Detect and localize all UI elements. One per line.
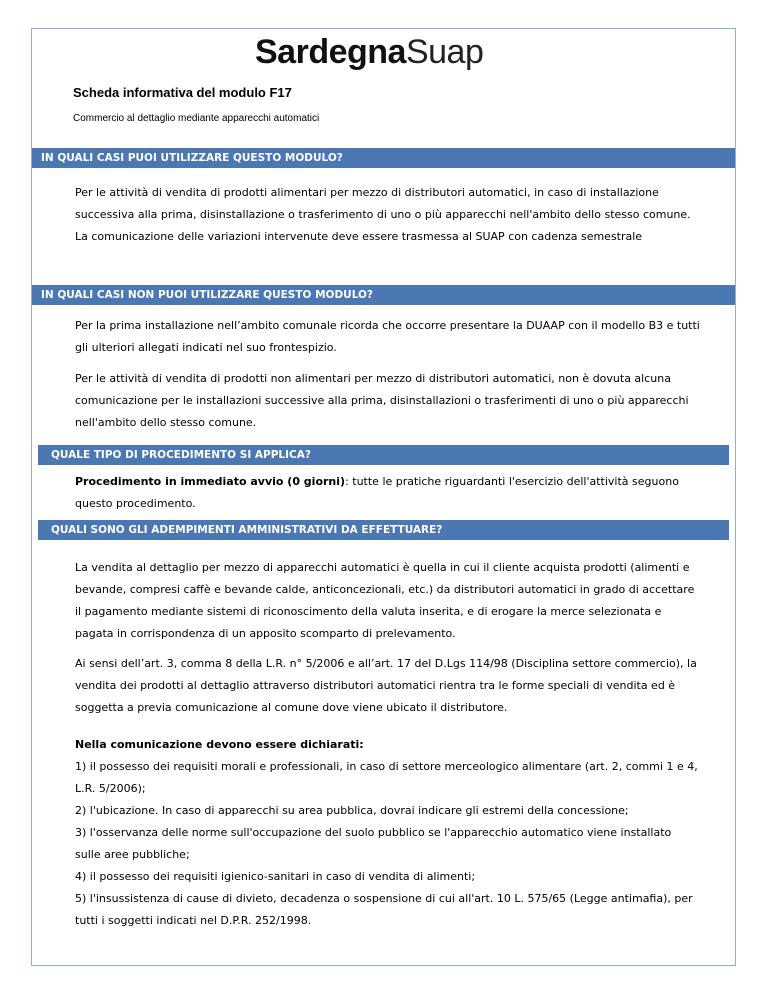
section-procedure-text <box>75 471 700 515</box>
sardegna-suap-logo <box>255 33 483 72</box>
document-page <box>31 28 736 966</box>
declarations-list-heading: Nella comunicazione devono essere dichiarati: <box>75 738 364 751</box>
list-item: 5) l'insussistenza di cause di divieto, decadenza o sospensione di cui all'art. 10 L. 575/65 (Legge antimafia), per tutti i soggetti indicati nel D.P.R. 252/1998. <box>75 892 693 927</box>
section-obligations-text-2: Ai sensi dell’art. 3, comma 8 della L.R. n° 5/2006 e all’art. 17 del D.Lgs 114/98 (Disciplina settore commercio), la vendita dei prodotti al dettaglio attraverso distributori automatici rientra tra le forme speciali di vendita ed è soggetta a previa comunicazione al comune dove viene ubicato il distributore. <box>75 657 697 714</box>
document-subtitle: Commercio al dettaglio mediante apparecchi automatici <box>73 113 320 124</box>
procedure-name: Procedimento in immediato avvio (0 giorni) <box>75 475 346 488</box>
section-when-not-use-text-2: Per le attività di vendita di prodotti non alimentari per mezzo di distributori automatici, non è dovuta alcuna comunicazione per le installazioni successive alla prima, disinstallazioni o trasferimenti di uno o più apparecchi nell'ambito dello stesso comune. <box>75 372 689 429</box>
section-heading-procedure: QUALE TIPO DI PROCEDIMENTO SI APPLICA? <box>38 445 729 465</box>
list-item: 2) l'ubicazione. In caso di apparecchi su area pubblica, dovrai indicare gli estremi della concessione; <box>75 804 629 817</box>
list-item: 3) l'osservanza delle norme sull'occupazione del suolo pubblico se l'apparecchio automatico viene installato sulle aree pubbliche; <box>75 826 672 861</box>
section-heading-obligations: QUALI SONO GLI ADEMPIMENTI AMMINISTRATIVI DA EFFETTUARE? <box>38 520 729 540</box>
logo-light: Suap <box>405 33 484 71</box>
section-obligations-text-1: La vendita al dettaglio per mezzo di apparecchi automatici è quella in cui il cliente acquista prodotti (alimenti e bevande, compresi caffè e bevande calde, anticoncezionali, etc.) da distributori automatici in grado di accettare il pagamento mediante sistemi di riconoscimento della valuta inserita, e di erogare la merce selezionata e pagata in corrispondenza di un apposito scomparto di prelevamento. <box>75 561 695 640</box>
list-item: 4) il possesso dei requisiti igienico-sanitari in caso di vendita di alimenti; <box>75 870 476 883</box>
section-when-not-use-text-1: Per la prima installazione nell’ambito comunale ricorda che occorre presentare la DUAAP con il modello B3 e tutti gli ulteriori allegati indicati nel suo frontespizio. <box>75 319 700 354</box>
section-heading-when-not-use: IN QUALI CASI NON PUOI UTILIZZARE QUESTO MODULO? <box>32 285 735 305</box>
section-when-use-text: Per le attività di vendita di prodotti alimentari per mezzo di distributori automatici, in caso di installazione successiva alla prima, disinstallazione o trasferimento di uno o più apparecchi nell'ambito dello stesso comune. La comunicazione delle variazioni intervenute deve essere trasmessa al SUAP con cadenza semestrale <box>75 186 691 243</box>
document-title: Scheda informativa del modulo F17 <box>73 85 292 100</box>
declarations-list <box>75 734 700 932</box>
procedure-description: : tutte le pratiche riguardanti l'esercizio dell'attività seguono questo procedimento. <box>75 475 679 510</box>
list-item: 1) il possesso dei requisiti morali e professionali, in caso di settore merceologico alimentare (art. 2, commi 1 e 4, L.R. 5/2006); <box>75 760 698 795</box>
section-heading-when-use: IN QUALI CASI PUOI UTILIZZARE QUESTO MODULO? <box>32 148 735 168</box>
logo-bold: Sardegna <box>255 33 406 71</box>
